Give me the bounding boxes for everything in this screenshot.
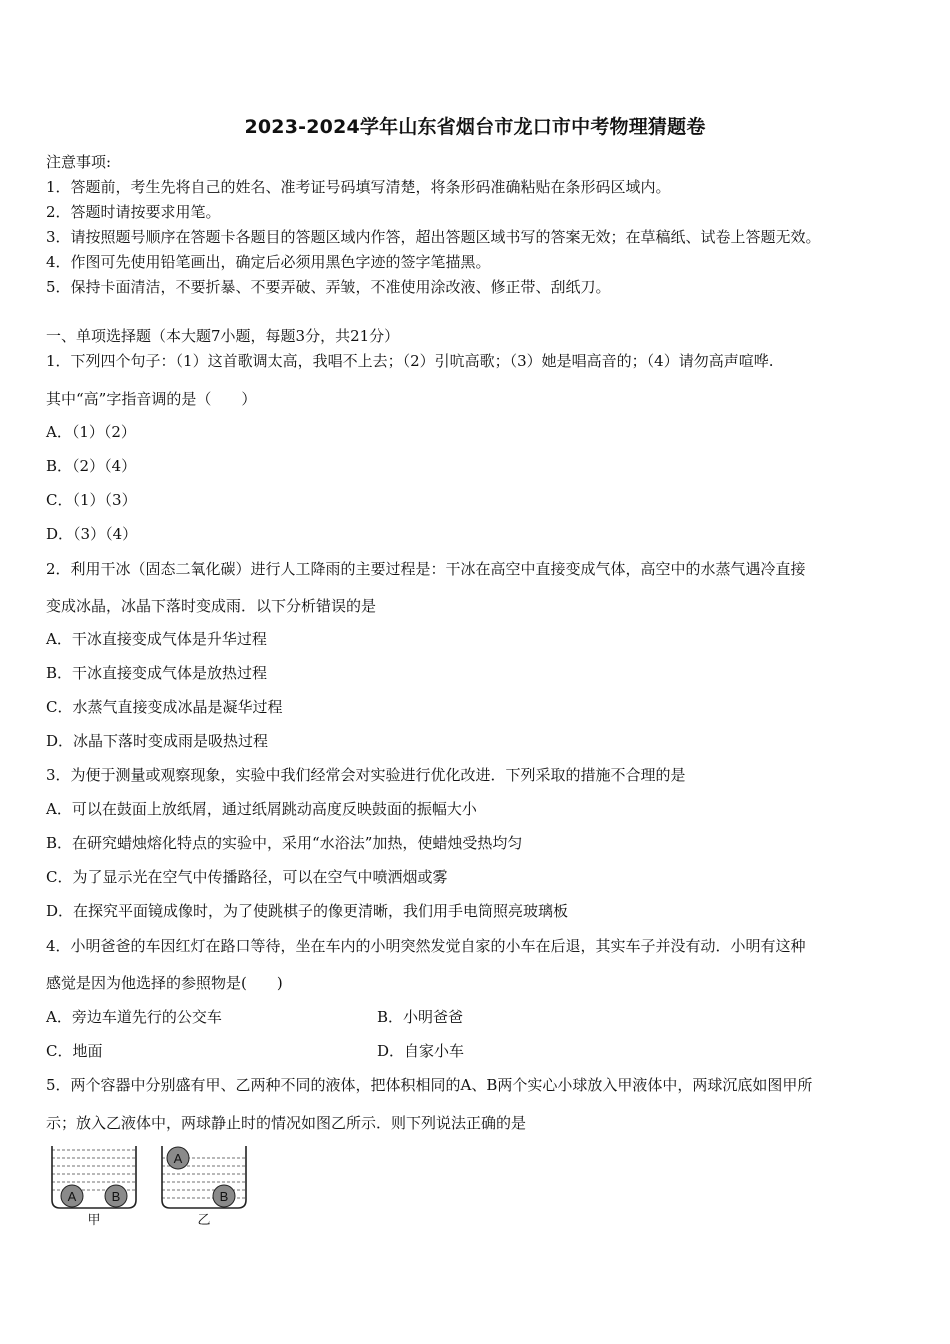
question-2-option-a: A．干冰直接变成气体是升华过程 xyxy=(46,630,267,648)
question-3-stem: 3．为便于测量或观察现象，实验中我们经常会对实验进行优化改进．下列采取的措施不合理的是 xyxy=(46,766,686,784)
question-2-option-b: B．干冰直接变成气体是放热过程 xyxy=(46,664,268,682)
container-jia xyxy=(52,1146,136,1228)
figure-label-jia: 甲 xyxy=(87,1213,101,1228)
notice-item: 3．请按照题号顺序在答题卡各题目的答题区域内作答，超出答题区域书写的答案无效；在草稿纸、试卷上答题无效。 xyxy=(46,228,821,246)
ball-a-label: A xyxy=(173,1151,183,1166)
question-1-option-a: A．（1）（2） xyxy=(46,423,136,441)
notice-item: 1．答题前，考生先将自己的姓名、准考证号码填写清楚，将条形码准确粘贴在条形码区域内。 xyxy=(46,178,671,196)
notice-heading: 注意事项: xyxy=(46,153,112,171)
figure-label-yi: 乙 xyxy=(197,1213,211,1228)
notice-item: 5．保持卡面清洁，不要折暴、不要弄破、弄皱，不准使用涂改液、修正带、刮纸刀。 xyxy=(46,278,611,296)
question-3-option-b: B．在研究蜡烛熔化特点的实验中，采用“水浴法”加热，使蜡烛受热均匀 xyxy=(46,834,523,852)
notice-item: 4．作图可先使用铅笔画出，确定后必须用黑色字迹的签字笔描黑。 xyxy=(46,253,491,271)
question-1-option-c: C．（1）（3） xyxy=(46,491,137,509)
question-2-option-d: D．冰晶下落时变成雨是吸热过程 xyxy=(46,732,269,750)
question-1-stem-cont: 其中“高”字指音调的是（ ） xyxy=(46,390,257,408)
container-yi xyxy=(162,1146,246,1228)
question-5-stem: 5．两个容器中分别盛有甲、乙两种不同的液体，把体积相同的A、B两个实心小球放入甲液体中，两球沉底如图甲所 xyxy=(46,1076,813,1094)
question-2-option-c: C．水蒸气直接变成冰晶是凝华过程 xyxy=(46,698,283,716)
question-4-stem-cont: 感觉是因为他选择的参照物是( ) xyxy=(46,974,283,992)
ball-b-label: B xyxy=(111,1189,121,1204)
question-4-option-c: C．地面 xyxy=(46,1042,103,1060)
question-1-stem: 1．下列四个句子：（1）这首歌调太高，我唱不上去；（2）引吭高歌；（3）她是唱高音的；（4）请勿高声喧哗. xyxy=(46,352,774,370)
section-heading: 一、单项选择题（本大题7小题，每题3分，共21分） xyxy=(46,327,400,345)
question-2-stem: 2．利用干冰（固态二氧化碳）进行人工降雨的主要过程是：干冰在高空中直接变成气体，高空中的水蒸气遇冷直接 xyxy=(46,560,806,578)
question-1-option-b: B．（2）（4） xyxy=(46,457,137,475)
question-4-option-d: D．自家小车 xyxy=(377,1042,465,1060)
question-3-option-a: A．可以在鼓面上放纸屑，通过纸屑跳动高度反映鼓面的振幅大小 xyxy=(46,800,477,818)
ball-b-label: B xyxy=(219,1189,229,1204)
notice-item: 2．答题时请按要求用笔。 xyxy=(46,203,221,221)
container-figure xyxy=(46,1140,286,1230)
question-3-option-d: D．在探究平面镜成像时，为了使跳棋子的像更清晰，我们用手电筒照亮玻璃板 xyxy=(46,902,569,920)
question-5-stem-cont: 示；放入乙液体中，两球静止时的情况如图乙所示．则下列说法正确的是 xyxy=(46,1114,527,1132)
question-2-stem-cont: 变成冰晶，冰晶下落时变成雨．以下分析错误的是 xyxy=(46,597,377,615)
question-4-option-a: A．旁边车道先行的公交车 xyxy=(46,1008,222,1026)
ball-a-label: A xyxy=(67,1189,77,1204)
page-title: 2023-2024学年山东省烟台市龙口市中考物理猜题卷 xyxy=(244,116,706,138)
question-4-option-b: B．小明爸爸 xyxy=(377,1008,464,1026)
question-4-stem: 4．小明爸爸的车因红灯在路口等待，坐在车内的小明突然发觉自家的小车在后退，其实车子并没有动．小明有这种 xyxy=(46,937,806,955)
question-1-option-d: D．（3）（4） xyxy=(46,525,138,543)
question-3-option-c: C．为了显示光在空气中传播路径，可以在空气中喷洒烟或雾 xyxy=(46,868,448,886)
